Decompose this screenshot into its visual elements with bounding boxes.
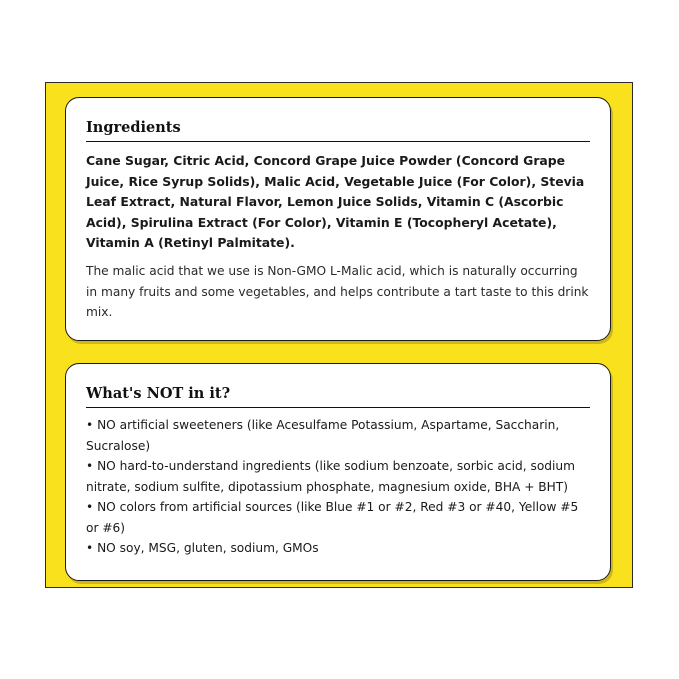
malic-acid-note: The malic acid that we use is Non-GMO L-Malic acid, which is naturally occurring in many fruits and some vegetables, and helps contribute a tart taste to this drink mix. [86, 264, 589, 319]
list-item: • NO hard-to-understand ingredients (like sodium benzoate, sorbic acid, sodium nitrate, sodium sulfite, dipotassium phosphate, magnesium oxide, BHA + BHT) [86, 459, 575, 494]
not-in-it-heading: What's NOT in it? [86, 385, 590, 408]
list-item: • NO soy, MSG, gluten, sodium, GMOs [86, 541, 319, 555]
ingredient-list: Cane Sugar, Citric Acid, Concord Grape Juice Powder (Concord Grape Juice, Rice Syrup Solids), Malic Acid, Vegetable Juice (For Color), Stevia Leaf Extract, Natural Flavor, Lemon Juice Solids, Vitamin C (Ascorbic Acid), Spirulina Extract (For Color), Vitamin E (Tocopheryl Acetate), Vitamin A (Retinyl Palmitate). [86, 153, 585, 250]
not-in-it-list [86, 415, 594, 559]
ingredients-card [65, 97, 611, 341]
list-item: • NO colors from artificial sources (like Blue #1 or #2, Red #3 or #40, Yellow #5 or #6) [86, 500, 579, 535]
yellow-panel [45, 82, 633, 588]
ingredients-heading: Ingredients [86, 119, 590, 142]
list-item: • NO artificial sweeteners (like Acesulfame Potassium, Aspartame, Saccharin, Sucralose) [86, 418, 560, 453]
not-in-it-card [65, 363, 611, 581]
